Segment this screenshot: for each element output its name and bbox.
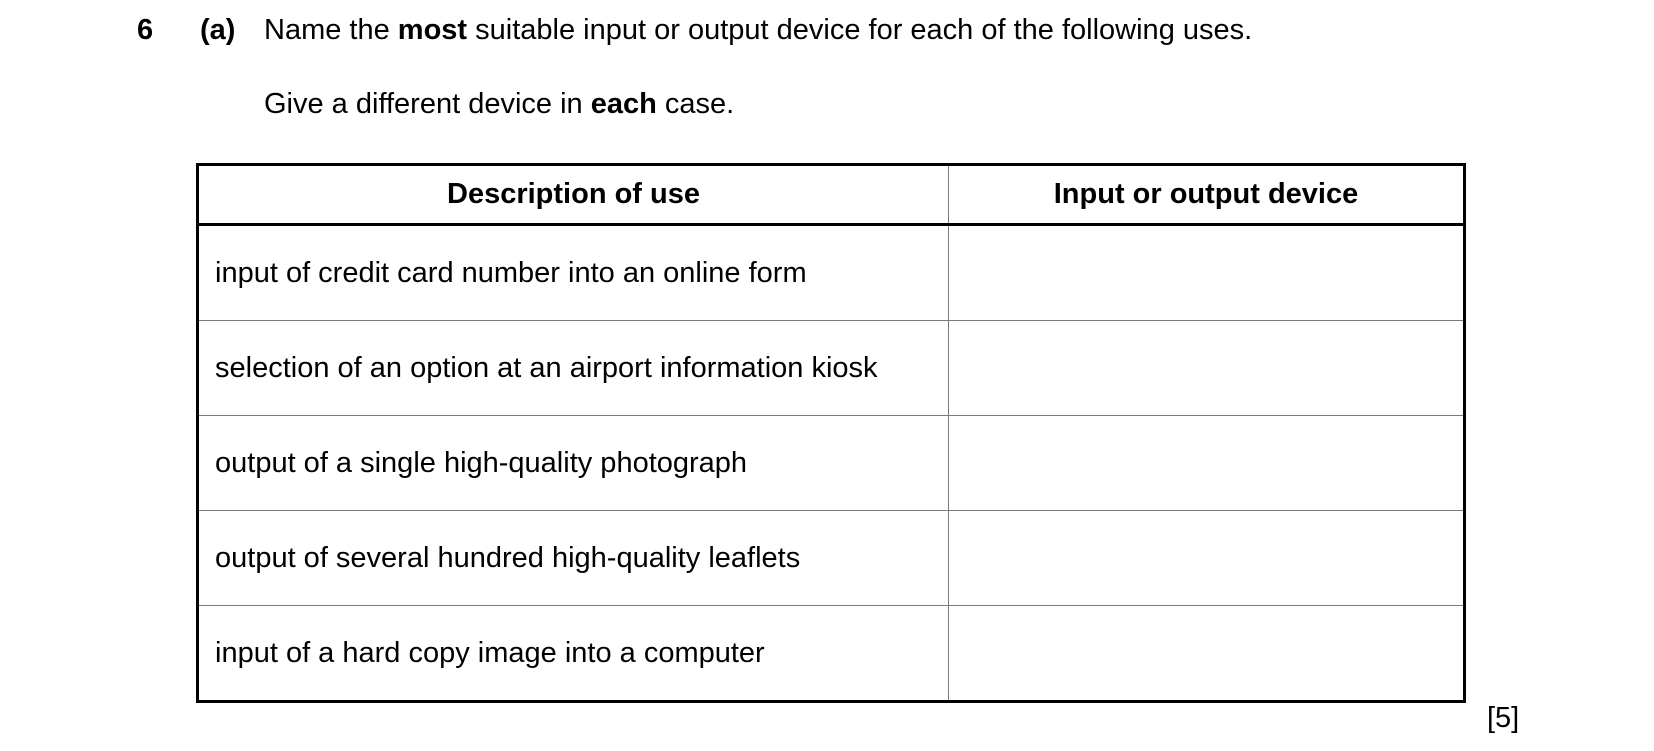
device-answer-cell[interactable] [949,225,1465,321]
answer-table [196,163,1466,703]
question-part-label: (a) [200,14,236,46]
device-answer-cell[interactable] [949,416,1465,511]
question-sub-instruction [264,88,734,121]
device-answer-cell[interactable] [949,511,1465,606]
use-description: input of credit card number into an online form [198,225,949,321]
sub-instruction-text-end: case. [656,88,735,120]
table-row [198,321,1465,416]
sub-instruction-text-start: Give a different device in [264,88,591,120]
table-row [198,606,1465,702]
use-description: input of a hard copy image into a computer [198,606,949,702]
device-answer-cell[interactable] [949,321,1465,416]
use-description: output of several hundred high-quality leaflets [198,511,949,606]
instruction-text-start: Name the [264,14,398,46]
instruction-emphasis: most [397,14,468,46]
header-input-or-output-device: Input or output device [949,165,1465,225]
question-instruction [264,14,1252,47]
use-description: selection of an option at an airport information kiosk [198,321,949,416]
marks-allocation: [5] [1487,702,1520,734]
table-header-row [198,165,1465,225]
question-number: 6 [137,14,154,46]
table-row [198,511,1465,606]
use-description: output of a single high-quality photograph [198,416,949,511]
table-row [198,416,1465,511]
table-row [198,225,1465,321]
sub-instruction-emphasis: each [590,88,657,120]
instruction-text-end: suitable input or output device for each of the following uses. [467,14,1253,46]
device-answer-cell[interactable] [949,606,1465,702]
header-description-of-use: Description of use [198,165,949,225]
